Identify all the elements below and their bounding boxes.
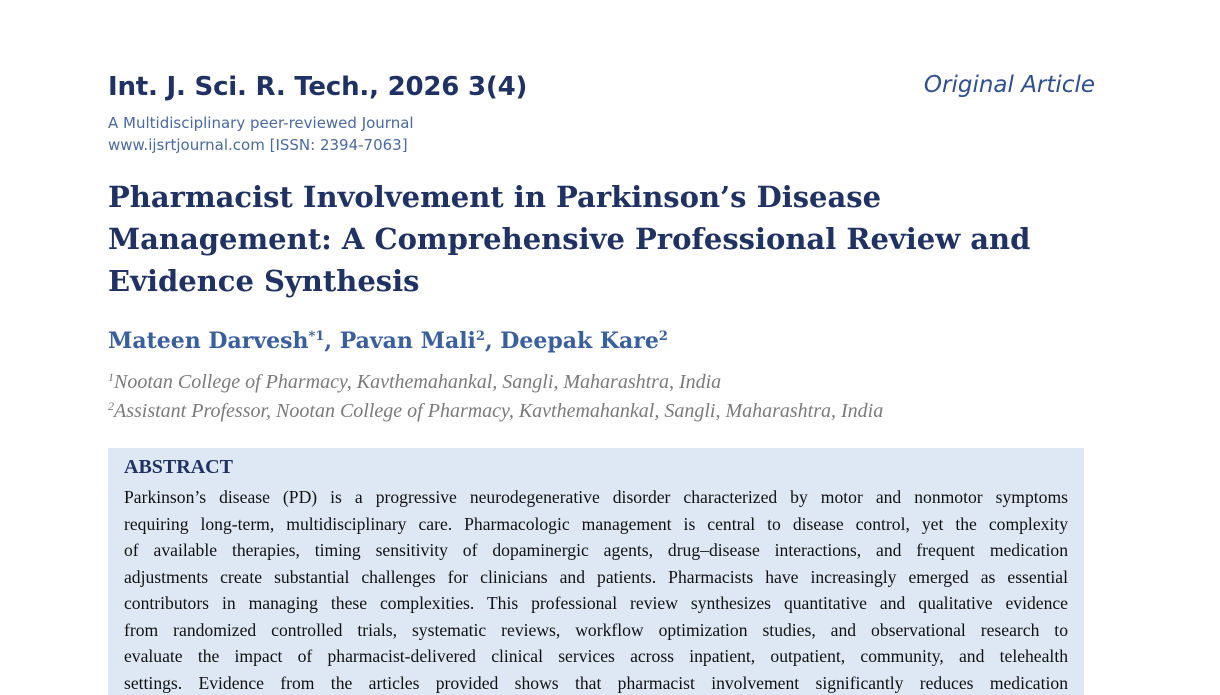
- affiliation-number: 2: [108, 399, 114, 413]
- abstract-line: requiring long-term, multidisciplinary care. Pharmacologic management is central to disease control, yet the complexity: [124, 513, 1068, 534]
- paper-title-line: Evidence Synthesis: [108, 264, 420, 298]
- abstract-line: contributors in managing these complexities. This professional review synthesizes quantitative and qualitative evidence: [124, 593, 1068, 613]
- abstract-line: Parkinson’s disease (PD) is a progressive neurodegenerative disorder characterized by motor and nonmotor symptoms: [124, 487, 1068, 507]
- author-marks: 2: [658, 329, 668, 344]
- affiliation: [108, 370, 721, 394]
- affiliation: [108, 399, 883, 423]
- author-list: Mateen Darvesh$^{*1}$, Pavan Mali$^2$, Deepak Kare$^2$: [108, 328, 668, 354]
- affiliation-text: Nootan College of Pharmacy, Kavthemahankal, Sangli, Maharashtra, India: [114, 371, 722, 393]
- journal-website[interactable]: www.ijsrtjournal.com [ISSN: 2394-7063]: [108, 136, 408, 154]
- article-type-label: Original Article: [923, 72, 1095, 98]
- journal-title: Int. J. Sci. R. Tech., 2026 3(4): [108, 72, 528, 102]
- journal-subtitle: A Multidisciplinary peer-reviewed Journal: [108, 114, 414, 132]
- abstract-line: adjustments create substantial challenges for clinicians and patients. Pharmacists have increasingly emerged as essential: [124, 566, 1068, 587]
- author-name: Mateen Darvesh: [108, 328, 309, 354]
- author-marks: *1: [308, 329, 325, 344]
- affiliation-number: 1: [108, 370, 114, 384]
- affiliation-text: Assistant Professor, Nootan College of Pharmacy, Kavthemahankal, Sangli, Maharashtra, India: [114, 400, 884, 422]
- abstract-heading: ABSTRACT: [124, 456, 233, 478]
- abstract-line: settings. Evidence from the articles provided shows that pharmacist involvement significantly reduces medication: [124, 672, 1068, 693]
- author-marks: 2: [475, 329, 485, 344]
- abstract-line: of available therapies, timing sensitivity of dopaminergic agents, drug–disease interactions, and frequent medication: [124, 540, 1068, 560]
- abstract-line: from randomized controlled trials, systematic reviews, workflow optimization studies, and observational research to: [124, 619, 1068, 640]
- paper-title-line: Pharmacist Involvement in Parkinson’s Disease: [108, 180, 882, 214]
- paper-title: [108, 176, 1108, 302]
- abstract-text: [124, 484, 1068, 695]
- abstract-line: evaluate the impact of pharmacist-delivered clinical services across inpatient, outpatient, community, and telehealth: [124, 646, 1068, 666]
- paper-title-line: Management: A Comprehensive Professional Review and: [108, 222, 1031, 256]
- author-name: Pavan Mali: [339, 328, 476, 354]
- author-name: Deepak Kare: [500, 328, 659, 354]
- abstract-box: [108, 448, 1084, 695]
